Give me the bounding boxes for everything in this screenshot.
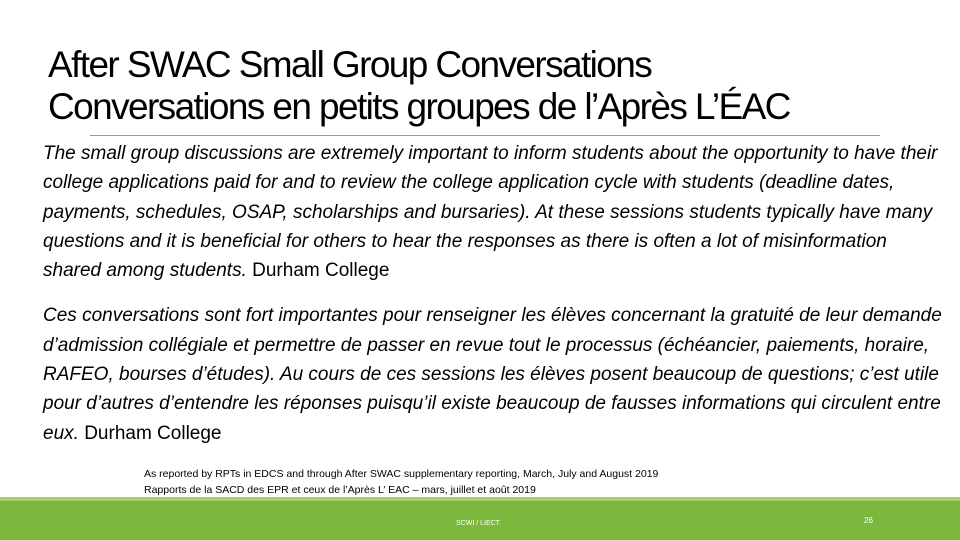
footer-organization: SCWI / LIECT: [456, 520, 500, 527]
paragraph-english-source: Durham College: [252, 260, 390, 282]
paragraph-french-source: Durham College: [84, 422, 222, 444]
footnote-french: Rapports de la SACD des EPR et ceux de l’Après L’ EAC – mars, juillet et août 2019: [144, 484, 536, 496]
footnote-english: As reported by RPTs in EDCS and through After SWAC supplementary reporting, March, July and August 2019: [144, 468, 659, 480]
title-french: Conversations en petits groupes de l’Après L’ÉAC: [48, 86, 790, 127]
slide-body: [43, 139, 943, 448]
footer-accent-stripe: [0, 497, 960, 501]
paragraph-french: [43, 301, 943, 447]
paragraph-english: [43, 139, 943, 285]
title-divider: [90, 135, 880, 136]
paragraph-english-text: The small group discussions are extremely important to inform students about the opportunity to have their college applications paid for and to review the college application cycle with students (deadline dates, payments, schedules, OSAP, scholarships and bursaries). At these sessions students typically have many questions and it is beneficial for others to hear the responses as there is often a lot of misinformation shared among students.: [43, 143, 938, 282]
paragraph-french-text: Ces conversations sont fort importantes pour renseigner les élèves concernant la gratuité de leur demande d’admission collégiale et permettre de passer en revue tout le processus (échéancier, paiements, horaire, RAFEO, bourses d’études). Au cours de ces sessions les élèves posent beaucoup de questions; c’est utile pour d’autres d’entendre les réponses puisqu’il existe beaucoup de fausses informations qui circulent entre eux.: [43, 305, 942, 444]
title-english: After SWAC Small Group Conversations: [48, 44, 652, 85]
source-footnote: [144, 466, 658, 498]
page-number: 26: [864, 516, 873, 525]
slide-title: [48, 44, 948, 128]
footer-bar: [0, 497, 960, 540]
